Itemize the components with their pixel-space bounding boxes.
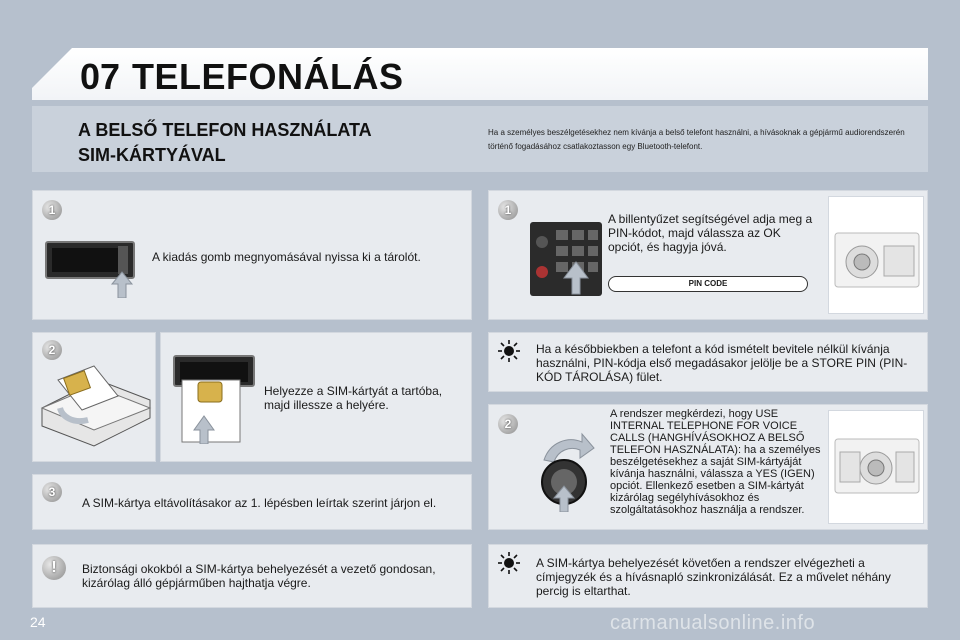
- rotary-knob-icon: [532, 430, 598, 512]
- step-1-text: A kiadás gomb megnyomásával nyissa ki a tárolót.: [152, 250, 421, 264]
- warning-text: Biztonsági okokból a SIM-kártya behelyezését a vezető gondosan, kizárólag álló gépjárműben hajthatja végre.: [82, 562, 436, 590]
- warning-badge: !: [42, 556, 66, 580]
- sun-tip-icon: [498, 552, 520, 574]
- page-number: 24: [30, 614, 46, 630]
- keypad-icon: [530, 222, 602, 296]
- section-description: Ha a személyes beszélgetésekhez nem kívánja a belső telefont használni, a hívásoknak a gépjármű audiorendszerén történő fogadásához csatlakoztasson egy Bluetooth-telefont.: [488, 128, 905, 151]
- audio-unit-knob-icon: [834, 438, 920, 494]
- section-title-line1: A BELSŐ TELEFON HASZNÁLATA: [78, 120, 372, 140]
- voice-calls-step-badge: 2: [498, 414, 518, 434]
- pin-step-text: A billentyűzet segítségével adja meg a PIN-kódot, majd válassza az OK opciót, és hagyja jóvá.: [608, 212, 813, 254]
- pin-step-badge: 1: [498, 200, 518, 220]
- audio-unit-icon: [834, 232, 920, 288]
- step-2-text: Helyezze a SIM-kártyát a tartóba, majd illessze a helyére.: [264, 384, 443, 412]
- step-1-badge: 1: [42, 200, 62, 220]
- tip-2-text: A SIM-kártya behelyezését követően a rendszer elvégezheti a címjegyzék és a hívásnapló szinkronizálását. Ez a művelet néhány percig is eltarthat.: [536, 556, 891, 598]
- chapter-number: 07: [80, 56, 121, 97]
- chapter-title: TELEFONÁLÁS: [132, 56, 404, 97]
- pin-code-label: PIN CODE: [608, 276, 808, 292]
- watermark: carmanualsonline.info: [610, 612, 816, 634]
- sim-tray-slot-icon: [44, 240, 136, 298]
- sim-card-insert-icon: [172, 354, 256, 444]
- section-title-line2: SIM-KÁRTYÁVAL: [78, 145, 226, 165]
- section-title: [78, 118, 372, 168]
- step-2-badge: 2: [42, 340, 62, 360]
- sim-tray-open-icon: [38, 360, 154, 448]
- step-3-badge: 3: [42, 482, 62, 502]
- voice-calls-step-text: A rendszer megkérdezi, hogy USE INTERNAL TELEPHONE FOR VOICE CALLS (HANGHÍVÁSOKHOZ A BELSŐ TELEFON HASZNÁLATA): ha a személyes beszélgetésekhez a saját SIM-kártyáját kívánja használni, válassza a YES (IGEN) opciót. Ellenkező esetben a SIM-kártyát kizárólag segélyhívásokhoz és szolgáltatásokhoz használja a rendszer.: [610, 408, 821, 516]
- sun-tip-icon: [498, 340, 520, 362]
- step-3-text: A SIM-kártya eltávolításakor az 1. lépésben leírtak szerint járjon el.: [82, 496, 437, 510]
- tip-1-text: Ha a későbbiekben a telefont a kód ismételt bevitele nélkül kívánja használni, PIN-kódja első megadásakor jelölje be a STORE PIN (PIN-KÓD TÁROLÁSA) fület.: [536, 342, 908, 384]
